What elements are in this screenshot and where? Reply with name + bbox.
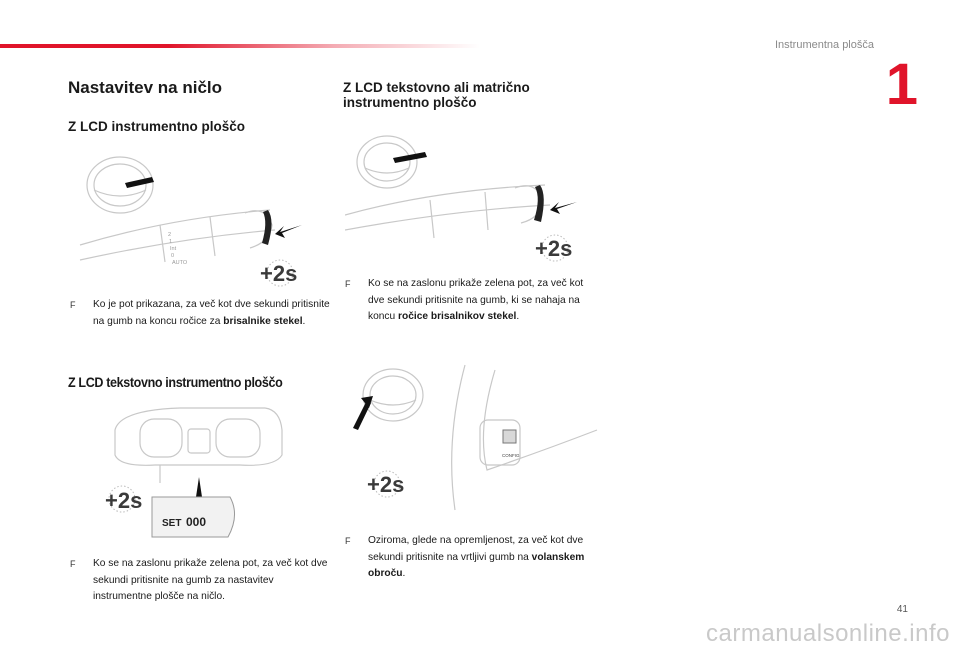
stalk-mark-2: 2 (168, 232, 172, 238)
stalk-mark-1: 1 (169, 239, 173, 245)
chapter-number: 1 (885, 52, 918, 117)
svg-text:+2s: +2s (367, 472, 405, 497)
page-title: Nastavitev na ničlo (68, 78, 223, 97)
section-title: Instrumentna plošča (774, 39, 874, 51)
instruction-lcd-panel: F Ko je pot prikazana, za več kot dve sekundi pritisnite na gumb na koncu ročice za brisalnike stekel. (70, 299, 330, 327)
page-number: 41 (896, 604, 908, 615)
steering-wheel-illustration (345, 360, 605, 530)
press-2s-badge-3 (105, 486, 142, 513)
svg-text:+2s: +2s (260, 261, 298, 286)
heading-lcd-panel: Z LCD instrumentno ploščo (68, 119, 245, 134)
header-accent-bar (0, 44, 480, 48)
set-button (152, 497, 235, 537)
bullet-icon: F (70, 300, 76, 310)
config-button (502, 430, 520, 458)
svg-text:SET: SET (162, 518, 182, 529)
heading-lcd-text-matrix-panel: Z LCD tekstovno ali matrično instrumentno ploščo (343, 80, 530, 110)
bullet-icon: F (70, 559, 76, 569)
svg-text:000: 000 (186, 515, 207, 529)
watermark: carmanualsonline.info (706, 620, 950, 647)
bullet-icon: F (345, 279, 351, 289)
stalk-mark-auto: AUTO (172, 260, 188, 266)
stalk-mark-int: Int (170, 246, 177, 252)
heading-lcd-text-panel: Z LCD tekstovno instrumentno ploščo (68, 375, 283, 390)
wiper-stalk-illustration-left (70, 150, 340, 290)
bullet-icon: F (345, 536, 351, 546)
instruction-lcd-text-matrix-panel: F Ko se na zaslonu prikaže zelena pot, za več kot dve sekundi pritisnite na gumb, ki se nahaja na koncu ročice brisalnikov stekel. (345, 278, 584, 322)
instruction-steering-wheel: F Oziroma, glede na opremljenost, za več kot dve sekundi pritisnite na vrtljivi gumb na volanskem obroču. (345, 535, 585, 579)
press-2s-badge-4 (367, 471, 404, 497)
press-2s-badge-1 (260, 260, 297, 286)
instruction-lcd-text-panel: F Ko se na zaslonu prikaže zelena pot, za več kot dve sekundi pritisnite na gumb za nastavitev instrumentne plošče na ničlo. (70, 558, 328, 602)
press-2s-badge-2 (535, 235, 572, 261)
instrument-panel-illustration (100, 405, 340, 545)
stalk-mark-0: 0 (171, 253, 175, 259)
svg-text:CONFIG: CONFIG (502, 453, 520, 458)
svg-text:+2s: +2s (105, 488, 143, 513)
wiper-stalk-illustration-right (345, 130, 605, 265)
svg-text:+2s: +2s (535, 236, 573, 261)
